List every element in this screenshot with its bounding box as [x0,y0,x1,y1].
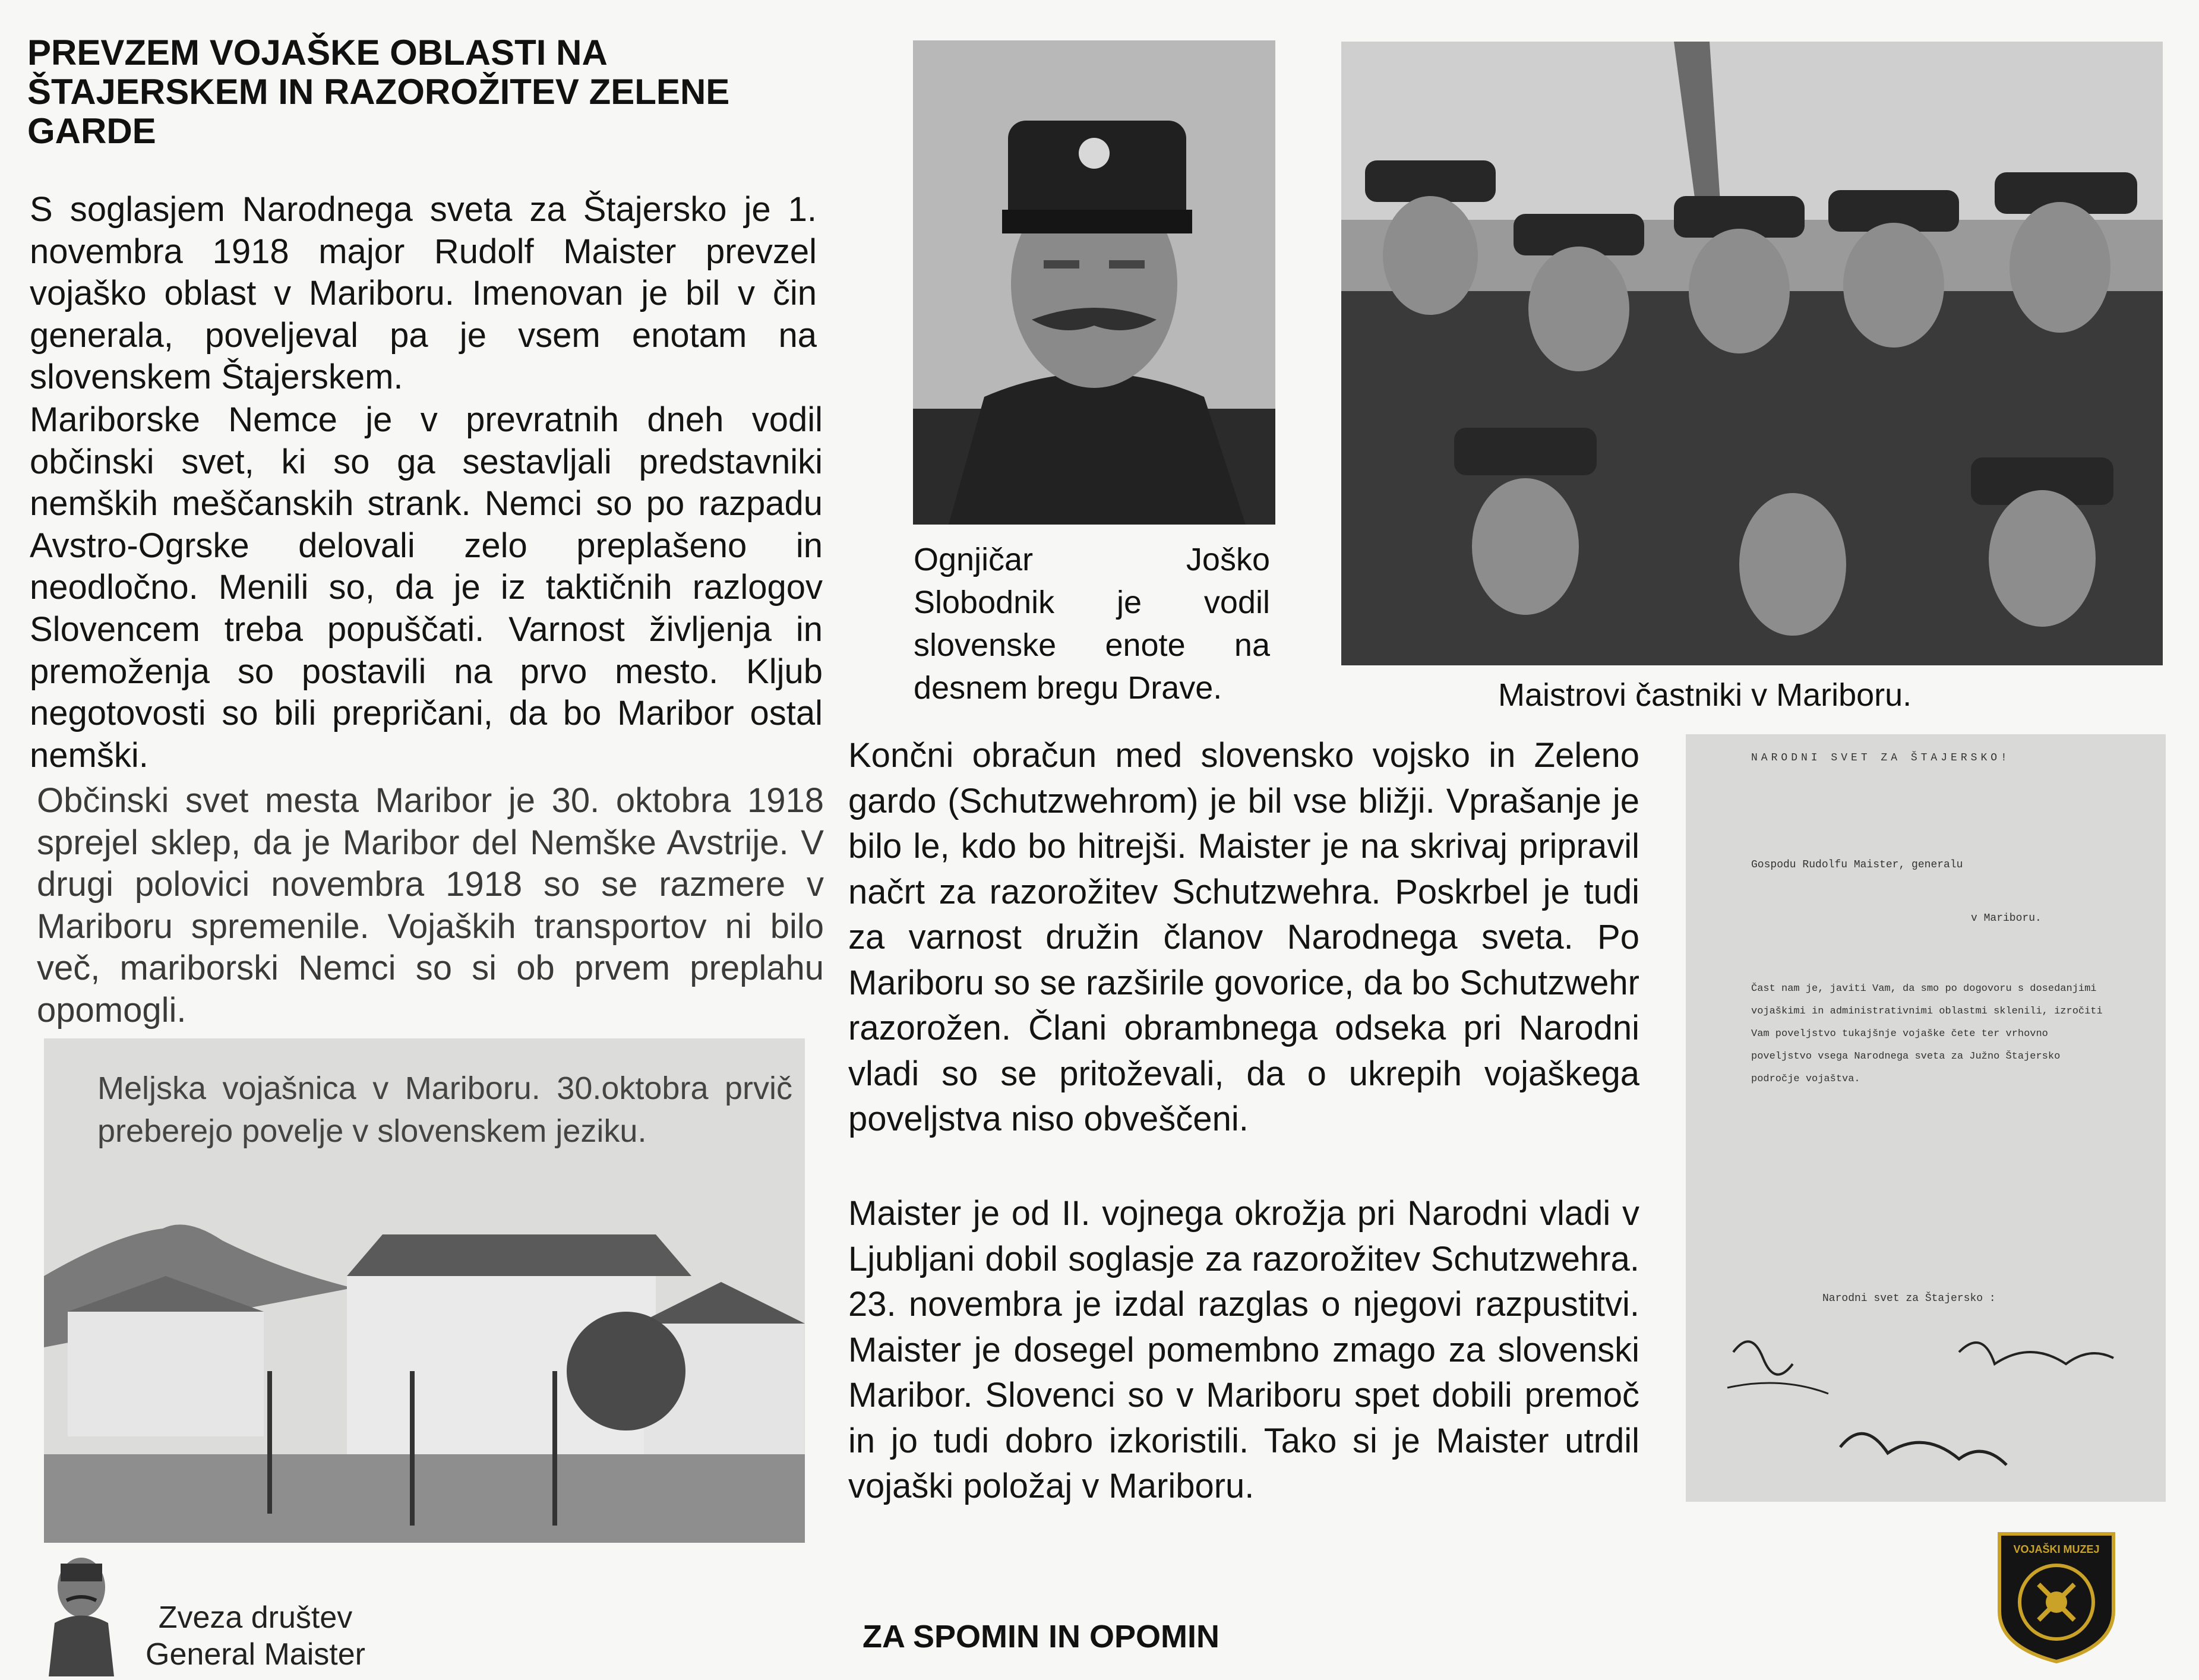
paragraph-2: Mariborske Nemce je v prevratnih dneh vodil občinski svet, ki so ga sestavljali predstavniki nemških meščanskih strank. Nemci so po razpadu Avstro-Ogrske delovali zelo preplašeno in neodločno. Menili so, da je iz taktičnih razlogov Slovencem treba popuščati. Varnost življenja in premoženja so postavili na prvo mesto. Kljub negotovosti so bili prepričani, da bo Maribor ostal nemški. [30,400,823,775]
organization-line-2: General Maister [146,1637,365,1672]
organization-name [119,1599,392,1673]
organization-line-1: Zveza društev [158,1600,353,1635]
document-header: NARODNI SVET ZA ŠTAJERSKO! [1751,752,2011,764]
footer-slogan: ZA SPOMIN IN OPOMIN [862,1619,1220,1654]
historic-document [1686,734,2166,1502]
barracks-photo [44,1038,805,1543]
paragraph-5: Maister je od II. vojnega okrožja pri Narodni vladi v Ljubljani dobil soglasje za razorožitev Schutzwehra. 23. novembra je izdal razglas o njegovi razpustitvi. Maister je dosegel pomembno zmago za slovenski Maribor. Slovenci so v Mariboru spet dobili premoč in jo tudi dobro izkoristili. Tako si je Maister utrdil vojaški položaj v Mariboru. [848,1194,1639,1505]
document-signature-line: Narodni svet za Štajersko : [1822,1293,1996,1305]
document-addressee: Gospodu Rudolfu Maister, generalu [1751,859,1963,871]
paragraph-3: Občinski svet mesta Maribor je 30. oktobra 1918 sprejel sklep, da je Maribor del Nemške Avstrije. V drugi polovici novembra 1918 so se razmere v Mariboru spremenile. Vojaških transportov ni bilo več, mariborski Nemci so si ob prvem preplahu opomogli. [37,781,824,1030]
signatures-image [1710,1328,2149,1495]
portrait-photo [913,40,1275,525]
barracks-caption: Meljska vojašnica v Mariboru. 30.oktobra prvič preberejo povelje v slovenskem jeziku. [97,1070,792,1149]
portrait-caption: Ognjičar Joško Slobodnik je vodil slovenske enote na desnem bregu Drave. [914,542,1270,706]
officers-photo [1341,42,2163,665]
military-museum-emblem [1988,1528,2125,1666]
document-body: Čast nam je, javiti Vam, da smo po dogovoru s dosedanjimi vojaškimi in administrativnimi oblastmi sklenili, izročiti Vam poveljstvo tukajšnje vojaške čete ter vrhovno poveljstvo vsega Narodnega sveta za Južno Štajersko področje vojaštva. [1751,983,2103,1085]
document-city: v Mariboru. [1971,912,2042,924]
page-title: PREVZEM VOJAŠKE OBLASTI NA ŠTAJERSKEM IN RAZOROŽITEV ZELENE GARDE [27,33,730,151]
paragraph-4: Končni obračun med slovensko vojsko in Zeleno gardo (Schutzwehrom) je bil vse bližji. Vprašanje je bilo le, kdo bo hitrejši. Maister je na skrivaj pripravil načrt za razorožitev Schutzwehra. Poskrbel je tudi za varnost družin članov Narodnega sveta. Po Mariboru so se razširile govorice, da bo Schutzwehr razorožen. Člani obrambnega odseka pri Narodni vladi so se pritoževali, da o ukrepih vojaškega poveljstva niso obveščeni. [848,736,1639,1138]
general-maister-portrait-icon [43,1552,120,1676]
paragraph-1: S soglasjem Narodnega sveta za Štajersko je 1. novembra 1918 major Rudolf Maister prevzel vojaško oblast v Mariboru. Imenovan je bil v čin generala, poveljeval pa je vsem enotam na slovenskem Štajerskem. [30,190,817,397]
officers-caption: Maistrovi častniki v Mariboru. [1498,677,1912,713]
emblem-label: VOJAŠKI MUZEJ [2013,1543,2100,1555]
